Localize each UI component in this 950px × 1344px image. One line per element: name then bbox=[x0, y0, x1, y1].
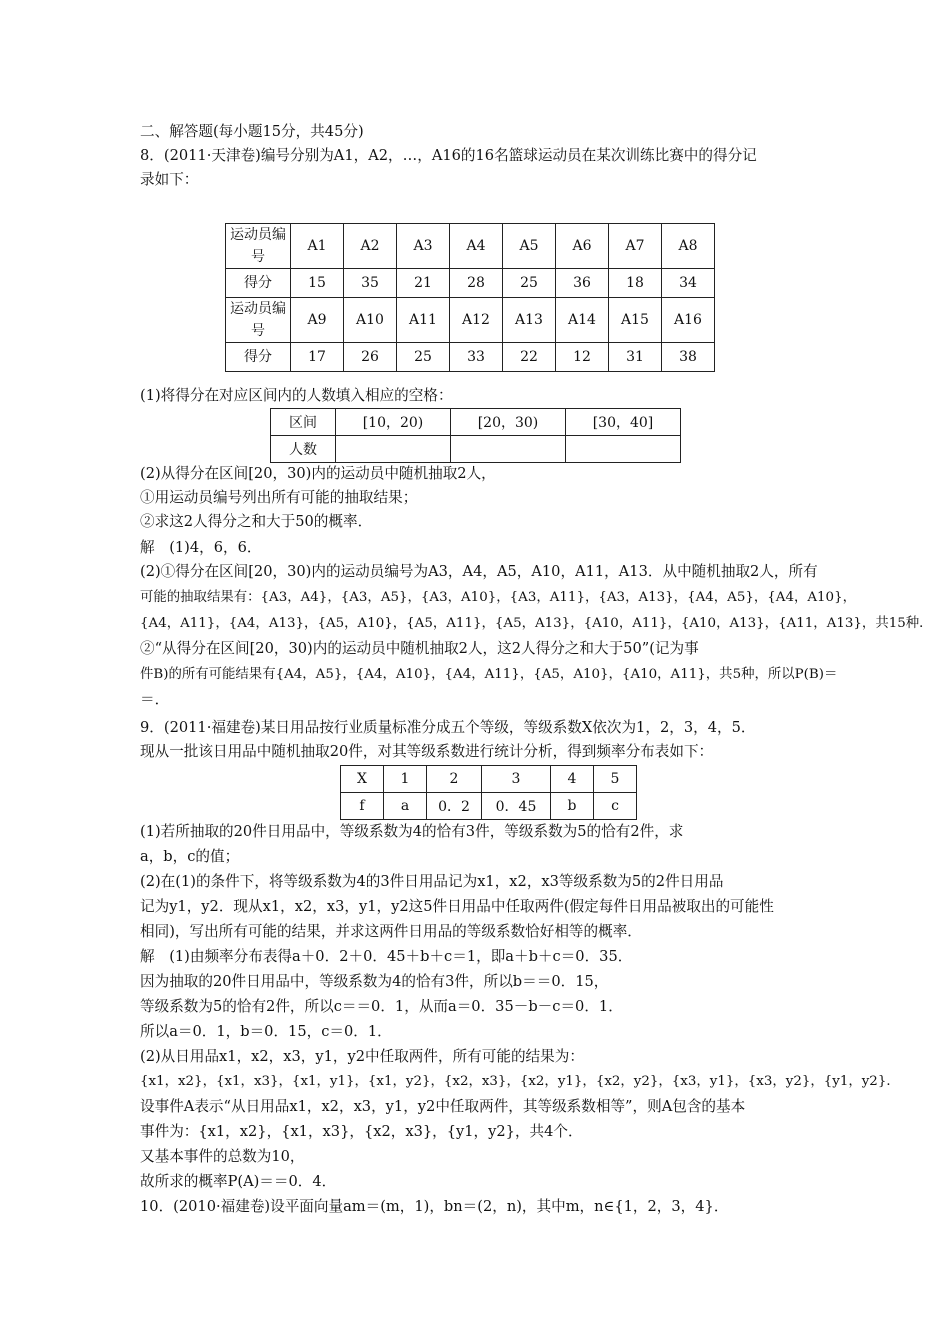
athlete-id-cell: A10 bbox=[344, 298, 397, 343]
q9-part2-c: 相同)，写出所有可能的结果，并求这两件日用品的等级系数恰好相等的概率． bbox=[140, 923, 642, 940]
q8-solution-7: ＝． bbox=[140, 691, 170, 708]
q8-part1: (1)将得分在对应区间内的人数填入相应的空格： bbox=[140, 387, 453, 404]
section-heading: 二、解答题(每小题15分，共45分) bbox=[140, 123, 364, 140]
count-label-cell: 人数 bbox=[271, 436, 336, 463]
interval-cell: [10，20) bbox=[336, 409, 451, 436]
q9-solution-5: (2)从日用品x1，x2，x3，y1，y2中任取两件，所有可能的结果为： bbox=[140, 1048, 584, 1065]
q10-intro: 10．(2010·福建卷)设平面向量am＝(m，1)，bn＝(2，n)，其中m，n∈{1，2，3，4}． bbox=[140, 1198, 729, 1215]
x-value-cell: 5 bbox=[594, 766, 637, 793]
q9-part1-a: (1)若所抽取的20件日用品中，等级系数为4的恰有3件，等级系数为5的恰有2件，求 bbox=[140, 823, 684, 840]
athlete-id-cell: A14 bbox=[556, 298, 609, 343]
score-cell: 18 bbox=[609, 269, 662, 298]
count-blank-cell bbox=[566, 436, 681, 463]
score-cell: 33 bbox=[450, 343, 503, 372]
q9-solution-7: 设事件A表示“从日用品x1，x2，x3，y1，y2中任取两件，其等级系数相等”，则A包含的基本 bbox=[140, 1098, 746, 1115]
athlete-id-cell: A12 bbox=[450, 298, 503, 343]
q8-intro-line-1: 8．(2011·天津卷)编号分别为A1，A2，…，A16的16名篮球运动员在某次训练比赛中的得分记 bbox=[140, 147, 757, 164]
count-blank-cell bbox=[451, 436, 566, 463]
x-value-cell: 4 bbox=[551, 766, 594, 793]
score-cell: 34 bbox=[662, 269, 715, 298]
q9-solution-2: 因为抽取的20件日用品中，等级系数为4的恰有3件，所以b＝＝0．15， bbox=[140, 973, 609, 990]
q8-sub1: ①用运动员编号列出所有可能的抽取结果； bbox=[140, 489, 418, 506]
interval-label-cell: 区间 bbox=[271, 409, 336, 436]
q9-solution-6: {x1，x2}，{x1，x3}，{x1，y1}，{x1，y2}，{x2，x3}，{x2，y1}，{x2，y2}，{x3，y1}，{x3，y2}，{y1，y2}． bbox=[140, 1074, 900, 1089]
athlete-id-cell: A8 bbox=[662, 224, 715, 269]
athlete-id-cell: A6 bbox=[556, 224, 609, 269]
score-cell: 31 bbox=[609, 343, 662, 372]
athlete-id-cell: A13 bbox=[503, 298, 556, 343]
x-label-cell: X bbox=[341, 766, 384, 793]
score-cell: 25 bbox=[397, 343, 450, 372]
q9-intro-line-2: 现从一批该日用品中随机抽取20件，对其等级系数进行统计分析，得到频率分布表如下： bbox=[140, 743, 714, 760]
score-cell: 12 bbox=[556, 343, 609, 372]
athlete-id-cell: A15 bbox=[609, 298, 662, 343]
q9-frequency-table bbox=[340, 765, 637, 820]
q9-solution-8: 事件为：{x1，x2}，{x1，x3}，{x2，x3}，{y1，y2}，共4个． bbox=[140, 1123, 583, 1140]
q8-interval-table bbox=[270, 408, 681, 463]
q9-part2-b: 记为y1，y2．现从x1，x2，x3，y1，y2这5件日用品中任取两件(假定每件日用品被取出的可能性 bbox=[140, 898, 774, 915]
athlete-id-cell: A1 bbox=[291, 224, 344, 269]
q9-solution-4: 所以a＝0．1，b＝0．15，c＝0．1． bbox=[140, 1023, 392, 1040]
score-cell: 15 bbox=[291, 269, 344, 298]
f-label-cell: f bbox=[341, 793, 384, 820]
score-cell: 38 bbox=[662, 343, 715, 372]
athlete-id-cell: A11 bbox=[397, 298, 450, 343]
score-cell: 25 bbox=[503, 269, 556, 298]
f-value-cell: 0．2 bbox=[427, 793, 482, 820]
f-value-cell: 0．45 bbox=[482, 793, 551, 820]
athlete-id-cell: A2 bbox=[344, 224, 397, 269]
score-label-cell: 得分 bbox=[226, 269, 291, 298]
q8-solution-1: 解 (1)4，6，6． bbox=[140, 539, 262, 556]
score-cell: 35 bbox=[344, 269, 397, 298]
header-label-cell: 运动员编号 bbox=[226, 224, 291, 269]
score-cell: 36 bbox=[556, 269, 609, 298]
q9-solution-1: 解 (1)由频率分布表得a＋0．2＋0．45＋b＋c＝1，即a＋b＋c＝0．35． bbox=[140, 948, 633, 965]
f-value-cell: b bbox=[551, 793, 594, 820]
athlete-id-cell: A7 bbox=[609, 224, 662, 269]
q9-solution-3: 等级系数为5的恰有2件，所以c＝＝0．1，从而a＝0．35－b－c＝0．1． bbox=[140, 998, 623, 1015]
q9-solution-10: 故所求的概率P(A)＝＝0．4． bbox=[140, 1173, 337, 1190]
q8-part2: (2)从得分在区间[20，30)内的运动员中随机抽取2人， bbox=[140, 465, 496, 482]
athlete-id-cell: A9 bbox=[291, 298, 344, 343]
q8-solution-6: 件B)的所有可能结果有{A4，A5}，{A4，A10}，{A4，A11}，{A5，A10}，{A10，A11}，共5种，所以P(B)＝ bbox=[140, 667, 838, 682]
header-label-cell: 运动员编号 bbox=[226, 298, 291, 343]
athlete-id-cell: A5 bbox=[503, 224, 556, 269]
f-value-cell: c bbox=[594, 793, 637, 820]
q9-solution-9: 又基本事件的总数为10， bbox=[140, 1148, 305, 1165]
score-cell: 28 bbox=[450, 269, 503, 298]
score-cell: 26 bbox=[344, 343, 397, 372]
q8-solution-4: {A4，A11}，{A4，A13}，{A5，A10}，{A5，A11}，{A5，A13}，{A10，A11}，{A10，A13}，{A11，A13}，共15种． bbox=[140, 616, 933, 631]
q8-solution-5: ②“从得分在区间[20，30)内的运动员中随机抽取2人，这2人得分之和大于50”(记为事 bbox=[140, 640, 699, 657]
q9-part2-a: (2)在(1)的条件下，将等级系数为4的3件日用品记为x1，x2，x3等级系数为5的2件日用品 bbox=[140, 873, 724, 890]
q8-score-table bbox=[225, 223, 715, 372]
q9-part1-b: a，b，c的值； bbox=[140, 848, 240, 865]
athlete-id-cell: A4 bbox=[450, 224, 503, 269]
q9-intro-line-1: 9．(2011·福建卷)某日用品按行业质量标准分成五个等级，等级系数X依次为1，2，3，4，5． bbox=[140, 719, 756, 736]
score-cell: 22 bbox=[503, 343, 556, 372]
athlete-id-cell: A3 bbox=[397, 224, 450, 269]
x-value-cell: 2 bbox=[427, 766, 482, 793]
interval-cell: [20，30) bbox=[451, 409, 566, 436]
f-value-cell: a bbox=[384, 793, 427, 820]
q8-intro-line-2: 录如下： bbox=[140, 171, 199, 188]
score-cell: 21 bbox=[397, 269, 450, 298]
count-blank-cell bbox=[336, 436, 451, 463]
score-cell: 17 bbox=[291, 343, 344, 372]
score-label-cell: 得分 bbox=[226, 343, 291, 372]
x-value-cell: 1 bbox=[384, 766, 427, 793]
athlete-id-cell: A16 bbox=[662, 298, 715, 343]
q8-sub2: ②求这2人得分之和大于50的概率． bbox=[140, 513, 373, 530]
q8-solution-2: (2)①得分在区间[20，30)内的运动员编号为A3，A4，A5，A10，A11，A13．从中随机抽取2人，所有 bbox=[140, 563, 818, 580]
x-value-cell: 3 bbox=[482, 766, 551, 793]
interval-cell: [30，40] bbox=[566, 409, 681, 436]
q8-solution-3: 可能的抽取结果有：{A3，A4}，{A3，A5}，{A3，A10}，{A3，A11}，{A3，A13}，{A4，A5}，{A4，A10}， bbox=[140, 590, 856, 605]
